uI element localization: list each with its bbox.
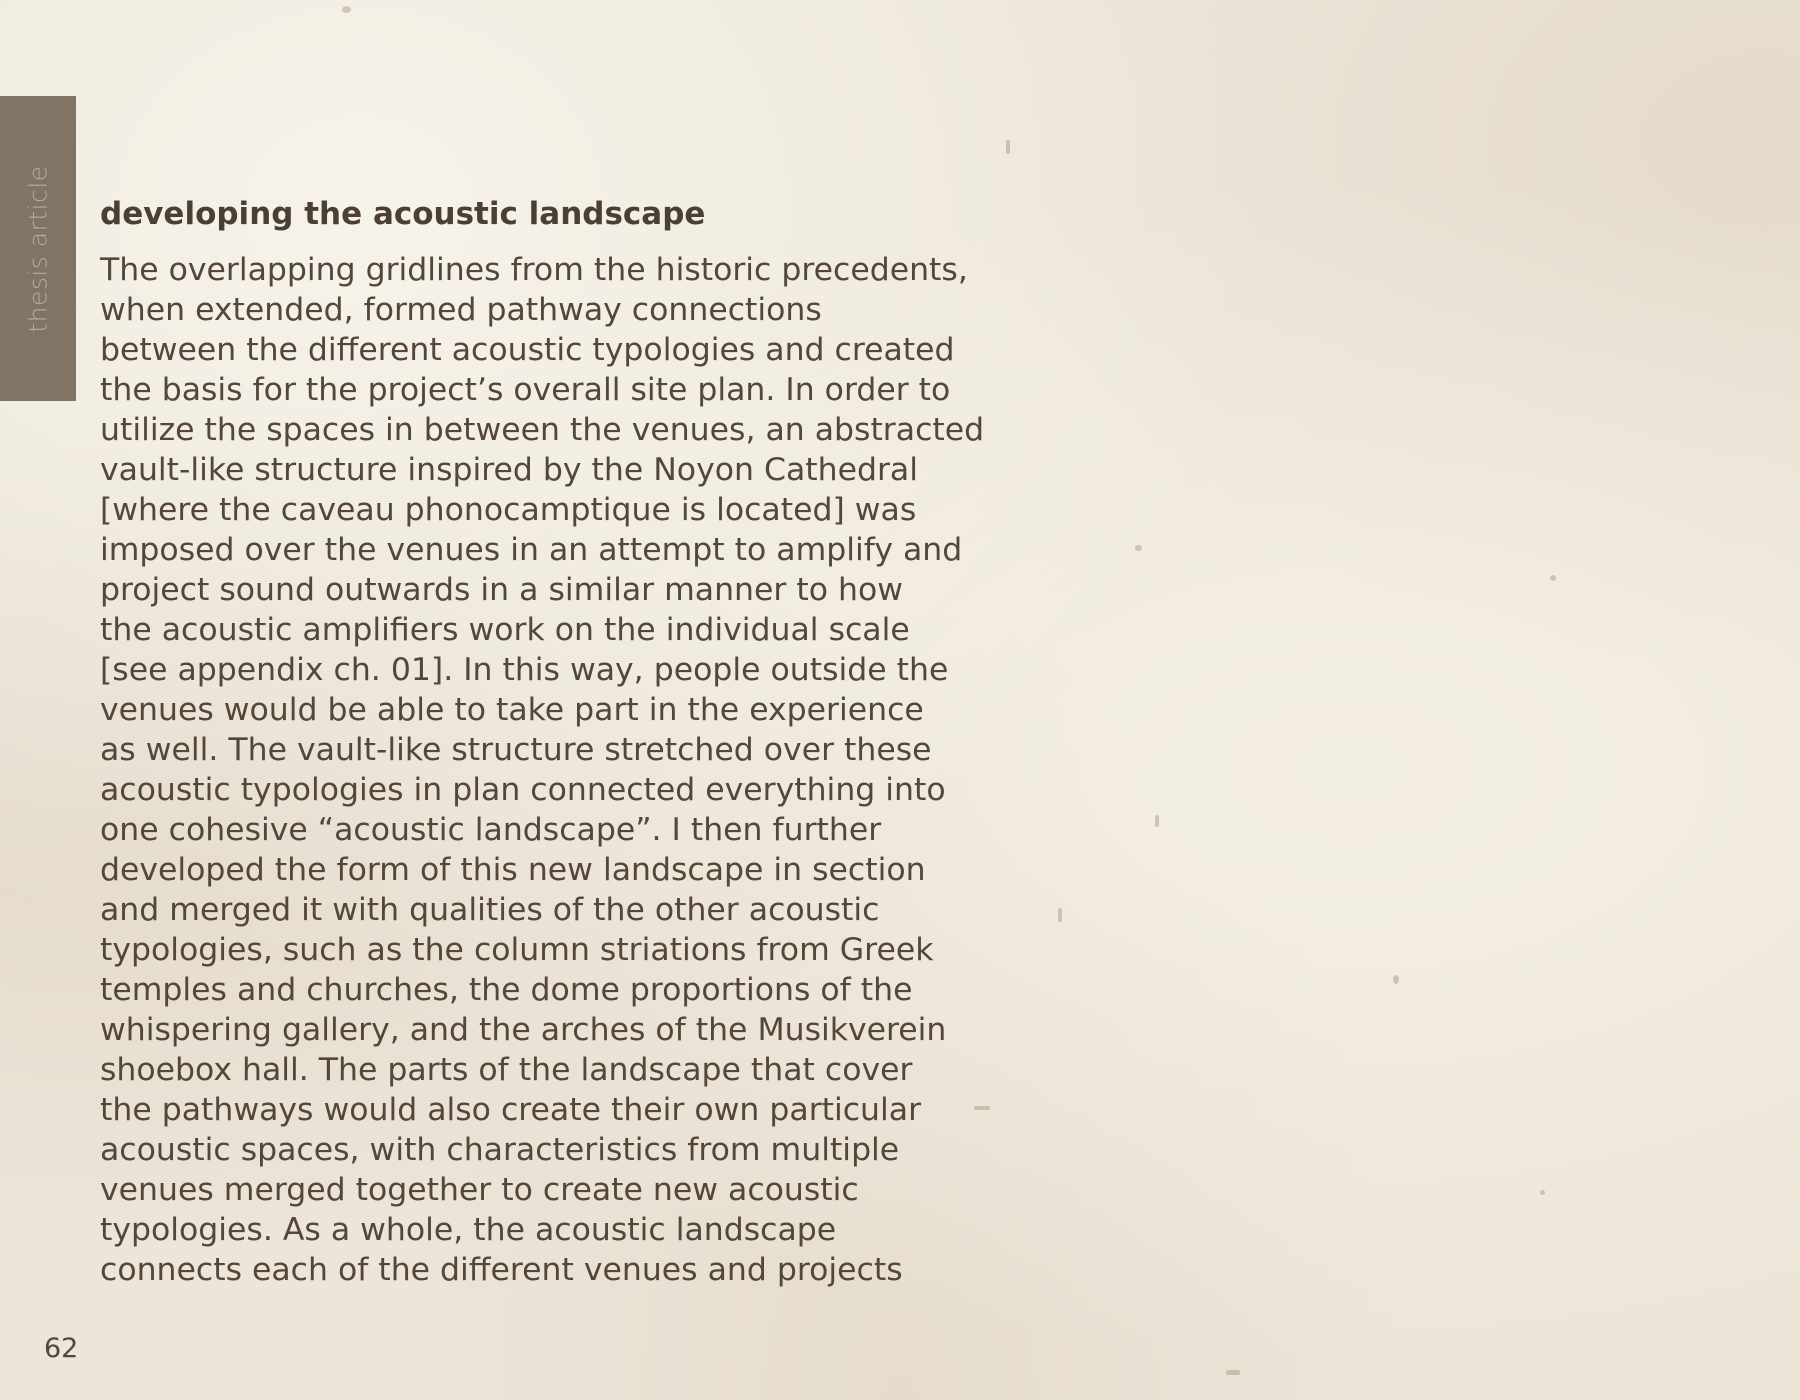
side-tab bbox=[0, 96, 76, 401]
article-line: venues would be able to take part in the experience bbox=[100, 692, 924, 728]
article-heading: developing the acoustic landscape bbox=[100, 196, 706, 232]
article-line: [where the caveau phonocamptique is located] was bbox=[100, 492, 917, 528]
article-line: whispering gallery, and the arches of the Musikverein bbox=[100, 1012, 947, 1048]
article-line: the basis for the project’s overall site plan. In order to bbox=[100, 372, 951, 408]
article-line: when extended, formed pathway connections bbox=[100, 292, 822, 328]
paper-speck bbox=[1226, 1370, 1240, 1375]
paper-speck bbox=[1540, 1190, 1545, 1195]
page-number: 62 bbox=[44, 1333, 79, 1364]
article-line: utilize the spaces in between the venues, an abstracted bbox=[100, 412, 985, 448]
article-line: imposed over the venues in an attempt to amplify and bbox=[100, 532, 963, 568]
paper-speck bbox=[342, 6, 351, 13]
article-line: as well. The vault-like structure stretched over these bbox=[100, 732, 932, 768]
article-body bbox=[100, 250, 1040, 1290]
paper-speck bbox=[1006, 140, 1010, 154]
paper-speck bbox=[1393, 975, 1399, 984]
article bbox=[100, 188, 1040, 1290]
paper-speck bbox=[1058, 908, 1062, 922]
article-line: one cohesive “acoustic landscape”. I then further bbox=[100, 812, 882, 848]
article-line: acoustic typologies in plan connected everything into bbox=[100, 772, 946, 808]
side-tab-label: thesis article bbox=[23, 164, 53, 333]
paper-speck bbox=[1155, 815, 1159, 827]
article-line: typologies. As a whole, the acoustic landscape bbox=[100, 1212, 837, 1248]
article-line: and merged it with qualities of the other acoustic bbox=[100, 892, 880, 928]
article-line: venues merged together to create new acoustic bbox=[100, 1172, 859, 1208]
article-line: developed the form of this new landscape in section bbox=[100, 852, 926, 888]
article-line: between the different acoustic typologies and created bbox=[100, 332, 955, 368]
article-line: shoebox hall. The parts of the landscape that cover bbox=[100, 1052, 913, 1088]
paper-speck bbox=[1135, 545, 1142, 551]
article-line: temples and churches, the dome proportions of the bbox=[100, 972, 913, 1008]
article-line: connects each of the different venues and projects bbox=[100, 1252, 903, 1288]
paper-speck bbox=[1550, 575, 1556, 581]
article-line: acoustic spaces, with characteristics from multiple bbox=[100, 1132, 900, 1168]
article-line: vault-like structure inspired by the Noyon Cathedral bbox=[100, 452, 918, 488]
article-line: the pathways would also create their own particular bbox=[100, 1092, 922, 1128]
article-line: typologies, such as the column striations from Greek bbox=[100, 932, 934, 968]
article-line: The overlapping gridlines from the historic precedents, bbox=[100, 252, 968, 288]
article-line: [see appendix ch. 01]. In this way, people outside the bbox=[100, 652, 949, 688]
article-line: the acoustic amplifiers work on the individual scale bbox=[100, 612, 910, 648]
article-line: project sound outwards in a similar manner to how bbox=[100, 572, 903, 608]
